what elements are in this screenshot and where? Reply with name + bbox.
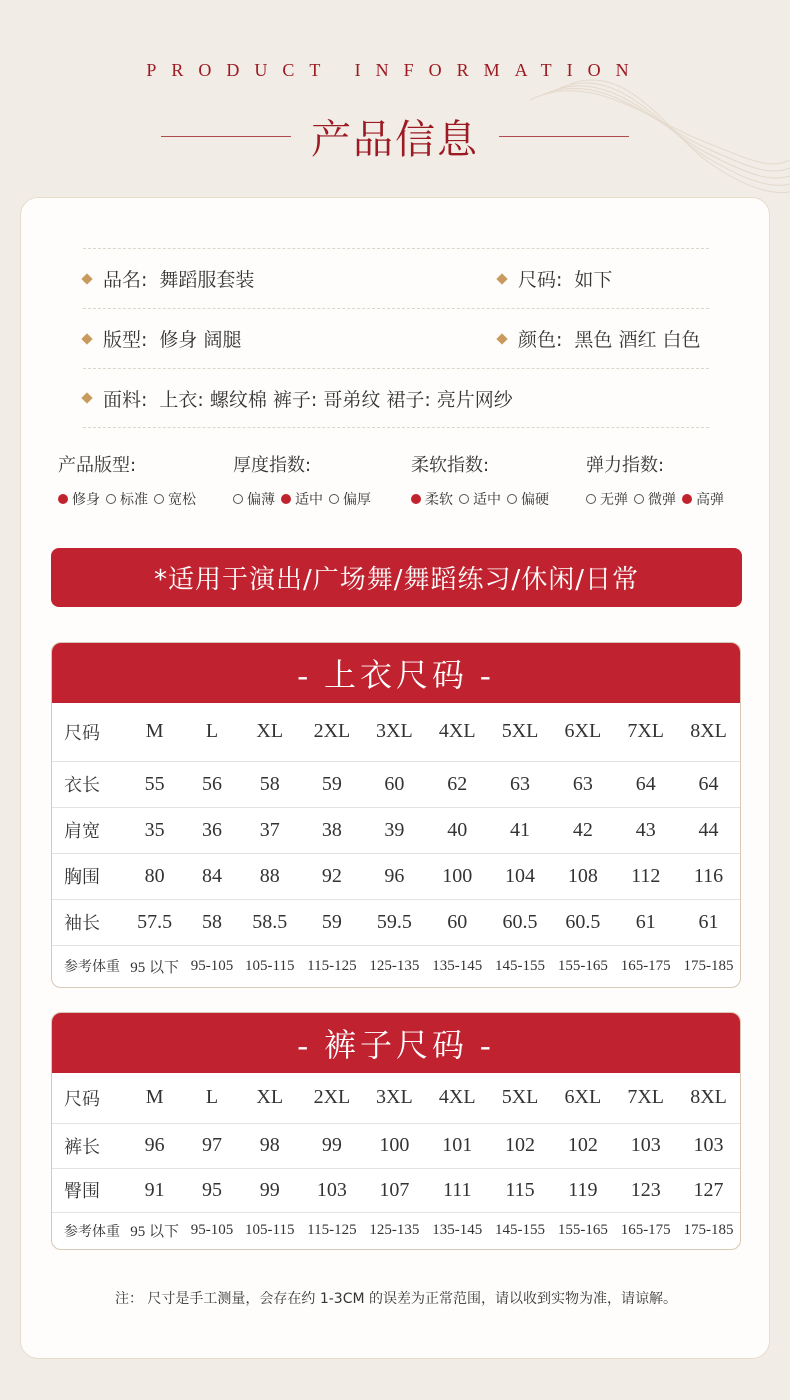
index-title: 产品版型: [58,455,137,476]
table-cell: 58 [239,761,301,807]
empty-dot-icon [106,494,116,504]
table-cell: 155-165 [557,1222,608,1239]
info-row-3 [83,368,709,428]
table-cell: 103 [614,1123,677,1168]
row-label: 袖长 [52,899,124,945]
row-label: 胸围 [52,853,124,899]
info-key-color: 颜色: [518,329,563,351]
row-label: 尺码 [52,703,124,761]
pants-size-table [51,1012,741,1250]
option [459,489,501,509]
table-cell: 6XL [551,1073,614,1123]
index-options [233,489,413,509]
option-label: 偏硬 [521,492,549,508]
index-softness [411,451,591,509]
table-cell: 80 [124,853,185,899]
table-cell: 100 [426,853,489,899]
option-label: 柔软 [425,492,453,508]
table-cell: 61 [614,899,677,945]
table-cell: 3XL [363,1073,426,1123]
diamond-icon [496,333,507,344]
table-cell: 102 [489,1123,552,1168]
option-label: 高弹 [696,492,724,508]
table-cell: 165-175 [620,957,671,974]
usage-banner: *适用于演出/广场舞/舞蹈练习/休闲/日常 [51,548,742,607]
diamond-icon [496,273,507,284]
table-row [52,1073,740,1123]
pants-size-grid [52,1073,740,1249]
option [281,489,323,509]
table-cell: 8XL [677,703,740,761]
info-value-size: 如下 [574,269,613,291]
table-cell: 4XL [426,1073,489,1123]
table-cell: 59.5 [363,899,426,945]
filled-dot-icon [682,494,692,504]
table-cell: 63 [489,761,552,807]
table-cell: M [124,703,185,761]
info-value-color: 黑色 酒红 白色 [574,329,701,351]
table-cell: 2XL [301,1073,363,1123]
table-cell: 59 [301,761,363,807]
index-elasticity [586,451,766,509]
row-label: 臀围 [52,1168,124,1212]
table-cell: 155-165 [557,957,608,974]
table-cell: 105-115 [245,957,295,974]
table-cell: 3XL [363,703,426,761]
table-cell: 116 [677,853,740,899]
row-label: 参考体重 [64,959,120,976]
table-title: - 上衣尺码 - [52,643,740,703]
table-cell: 103 [301,1168,363,1212]
table-cell: 38 [301,807,363,853]
option [329,489,371,509]
empty-dot-icon [329,494,339,504]
info-item-color [498,325,701,352]
table-cell: 99 [239,1168,301,1212]
table-cell: 7XL [614,1073,677,1123]
table-cell: 96 [124,1123,185,1168]
table-cell: 145-155 [495,1222,546,1239]
option-label: 微弹 [648,492,676,508]
empty-dot-icon [634,494,644,504]
table-cell: 115 [489,1168,552,1212]
empty-dot-icon [507,494,517,504]
option [411,489,453,509]
option-label: 适中 [473,492,501,508]
empty-dot-icon [586,494,596,504]
table-cell: 108 [551,853,614,899]
empty-dot-icon [154,494,164,504]
english-title: PRODUCT INFORMATION [146,60,644,80]
table-row [52,1123,740,1168]
header [0,0,790,190]
table-cell: 57.5 [124,899,185,945]
table-cell: XL [239,703,301,761]
diamond-icon [81,333,92,344]
filled-dot-icon [281,494,291,504]
table-cell: 96 [363,853,426,899]
table-cell: 104 [489,853,552,899]
row-label: 参考体重 [64,1223,120,1240]
table-cell: 40 [426,807,489,853]
option-label: 修身 [72,492,100,508]
table-cell: 165-175 [620,1222,671,1239]
diamond-icon [81,273,92,284]
table-cell: 145-155 [495,957,546,974]
table-cell: 105-115 [245,1222,295,1239]
table-row [52,703,740,761]
index-options [411,489,591,509]
table-cell: 8XL [677,1073,740,1123]
row-label: 肩宽 [52,807,124,853]
info-value-name: 舞蹈服套装 [159,269,255,291]
table-cell: 95 以下 [130,1224,180,1241]
table-cell: 88 [239,853,301,899]
table-cell: 60.5 [551,899,614,945]
title-line-left [161,136,291,137]
filled-dot-icon [58,494,68,504]
table-cell: 59 [301,899,363,945]
table-cell: L [185,703,238,761]
table-cell: 111 [426,1168,489,1212]
table-cell: 95 以下 [130,959,180,976]
index-title: 弹力指数: [586,455,665,476]
option [233,489,275,509]
table-cell: 55 [124,761,185,807]
option [106,489,148,509]
info-item-size [498,265,612,292]
table-cell: 119 [551,1168,614,1212]
table-title: - 裤子尺码 - [52,1013,740,1073]
option-label: 偏薄 [247,492,275,508]
info-item-fit [83,325,241,352]
table-cell: 100 [363,1123,426,1168]
table-cell: 5XL [489,1073,552,1123]
table-cell: M [124,1073,185,1123]
table-cell: 127 [677,1168,740,1212]
table-cell: 175-185 [683,957,734,974]
index-options [586,489,766,509]
table-cell: 95-105 [190,1222,234,1239]
option-label: 无弹 [600,492,628,508]
title-line-right [499,136,629,137]
measurement-note: 注： 尺寸是手工测量，会存在约 1-3CM 的误差为正常范围，请以收到实物为准，请谅解。 [114,1291,678,1307]
option-label: 偏厚 [343,492,371,508]
info-item-fabric [83,385,513,412]
table-cell: L [185,1073,238,1123]
table-cell: 102 [551,1123,614,1168]
chinese-title-row [0,108,790,164]
table-cell: 95-105 [190,957,234,974]
table-row [52,761,740,807]
table-cell: 125-135 [369,1222,420,1239]
info-key-name: 品名: [103,269,148,291]
option-label: 适中 [295,492,323,508]
table-cell: 99 [301,1123,363,1168]
index-fit [58,451,238,509]
table-cell: 58 [185,899,238,945]
option [154,489,196,509]
table-cell: 4XL [426,703,489,761]
table-cell: 64 [677,761,740,807]
table-cell: 98 [239,1123,301,1168]
top-size-grid [52,703,740,987]
table-cell: 91 [124,1168,185,1212]
info-item-name [83,265,254,292]
table-row [52,807,740,853]
table-row [52,853,740,899]
info-key-size: 尺码: [518,269,563,291]
diamond-icon [81,392,92,403]
table-cell: 5XL [489,703,552,761]
table-cell: 56 [185,761,238,807]
table-cell: 112 [614,853,677,899]
info-row-1 [83,248,709,308]
table-cell: 61 [677,899,740,945]
info-row-2 [83,308,709,368]
table-cell: 135-145 [432,957,483,974]
table-cell: 58.5 [239,899,301,945]
table-row [52,945,740,987]
table-cell: 84 [185,853,238,899]
table-cell: 101 [426,1123,489,1168]
option [58,489,100,509]
table-cell: 41 [489,807,552,853]
info-card [20,197,770,1359]
table-cell: 135-145 [432,1222,483,1239]
table-cell: 60.5 [489,899,552,945]
option-label: 宽松 [168,492,196,508]
option [682,489,724,509]
option-label: 标准 [120,492,148,508]
top-size-table [51,642,741,988]
info-key-fit: 版型: [103,329,148,351]
index-options [58,489,238,509]
table-cell: 60 [363,761,426,807]
table-cell: 39 [363,807,426,853]
product-info-list [83,248,709,428]
row-label: 裤长 [52,1123,124,1168]
table-cell: 125-135 [369,957,420,974]
filled-dot-icon [411,494,421,504]
table-cell: 103 [677,1123,740,1168]
table-cell: 97 [185,1123,238,1168]
empty-dot-icon [233,494,243,504]
table-cell: 42 [551,807,614,853]
table-cell: 60 [426,899,489,945]
table-cell: 36 [185,807,238,853]
info-value-fabric: 上衣: 螺纹棉 裤子: 哥弟纹 裙子: 亮片网纱 [159,388,513,411]
table-cell: 175-185 [683,1222,734,1239]
table-cell: 123 [614,1168,677,1212]
table-cell: 115-125 [307,1222,357,1239]
table-row [52,1168,740,1212]
info-value-fit: 修身 阔腿 [159,329,242,351]
table-cell: 44 [677,807,740,853]
table-cell: 7XL [614,703,677,761]
table-cell: 6XL [551,703,614,761]
info-key-fabric: 面料: [103,388,148,411]
table-cell: 92 [301,853,363,899]
table-cell: 62 [426,761,489,807]
table-cell: 43 [614,807,677,853]
table-cell: XL [239,1073,301,1123]
table-cell: 115-125 [307,957,357,974]
table-row [52,1212,740,1249]
option [586,489,628,509]
table-cell: 107 [363,1168,426,1212]
option [507,489,549,509]
row-label: 尺码 [52,1073,124,1123]
table-cell: 64 [614,761,677,807]
row-label: 衣长 [52,761,124,807]
index-thickness [233,451,413,509]
table-row [52,899,740,945]
table-cell: 63 [551,761,614,807]
table-cell: 2XL [301,703,363,761]
page-title: 产品信息 [311,116,479,162]
index-title: 柔软指数: [411,455,490,476]
empty-dot-icon [459,494,469,504]
table-cell: 35 [124,807,185,853]
index-title: 厚度指数: [233,455,312,476]
table-cell: 95 [185,1168,238,1212]
table-cell: 37 [239,807,301,853]
option [634,489,676,509]
